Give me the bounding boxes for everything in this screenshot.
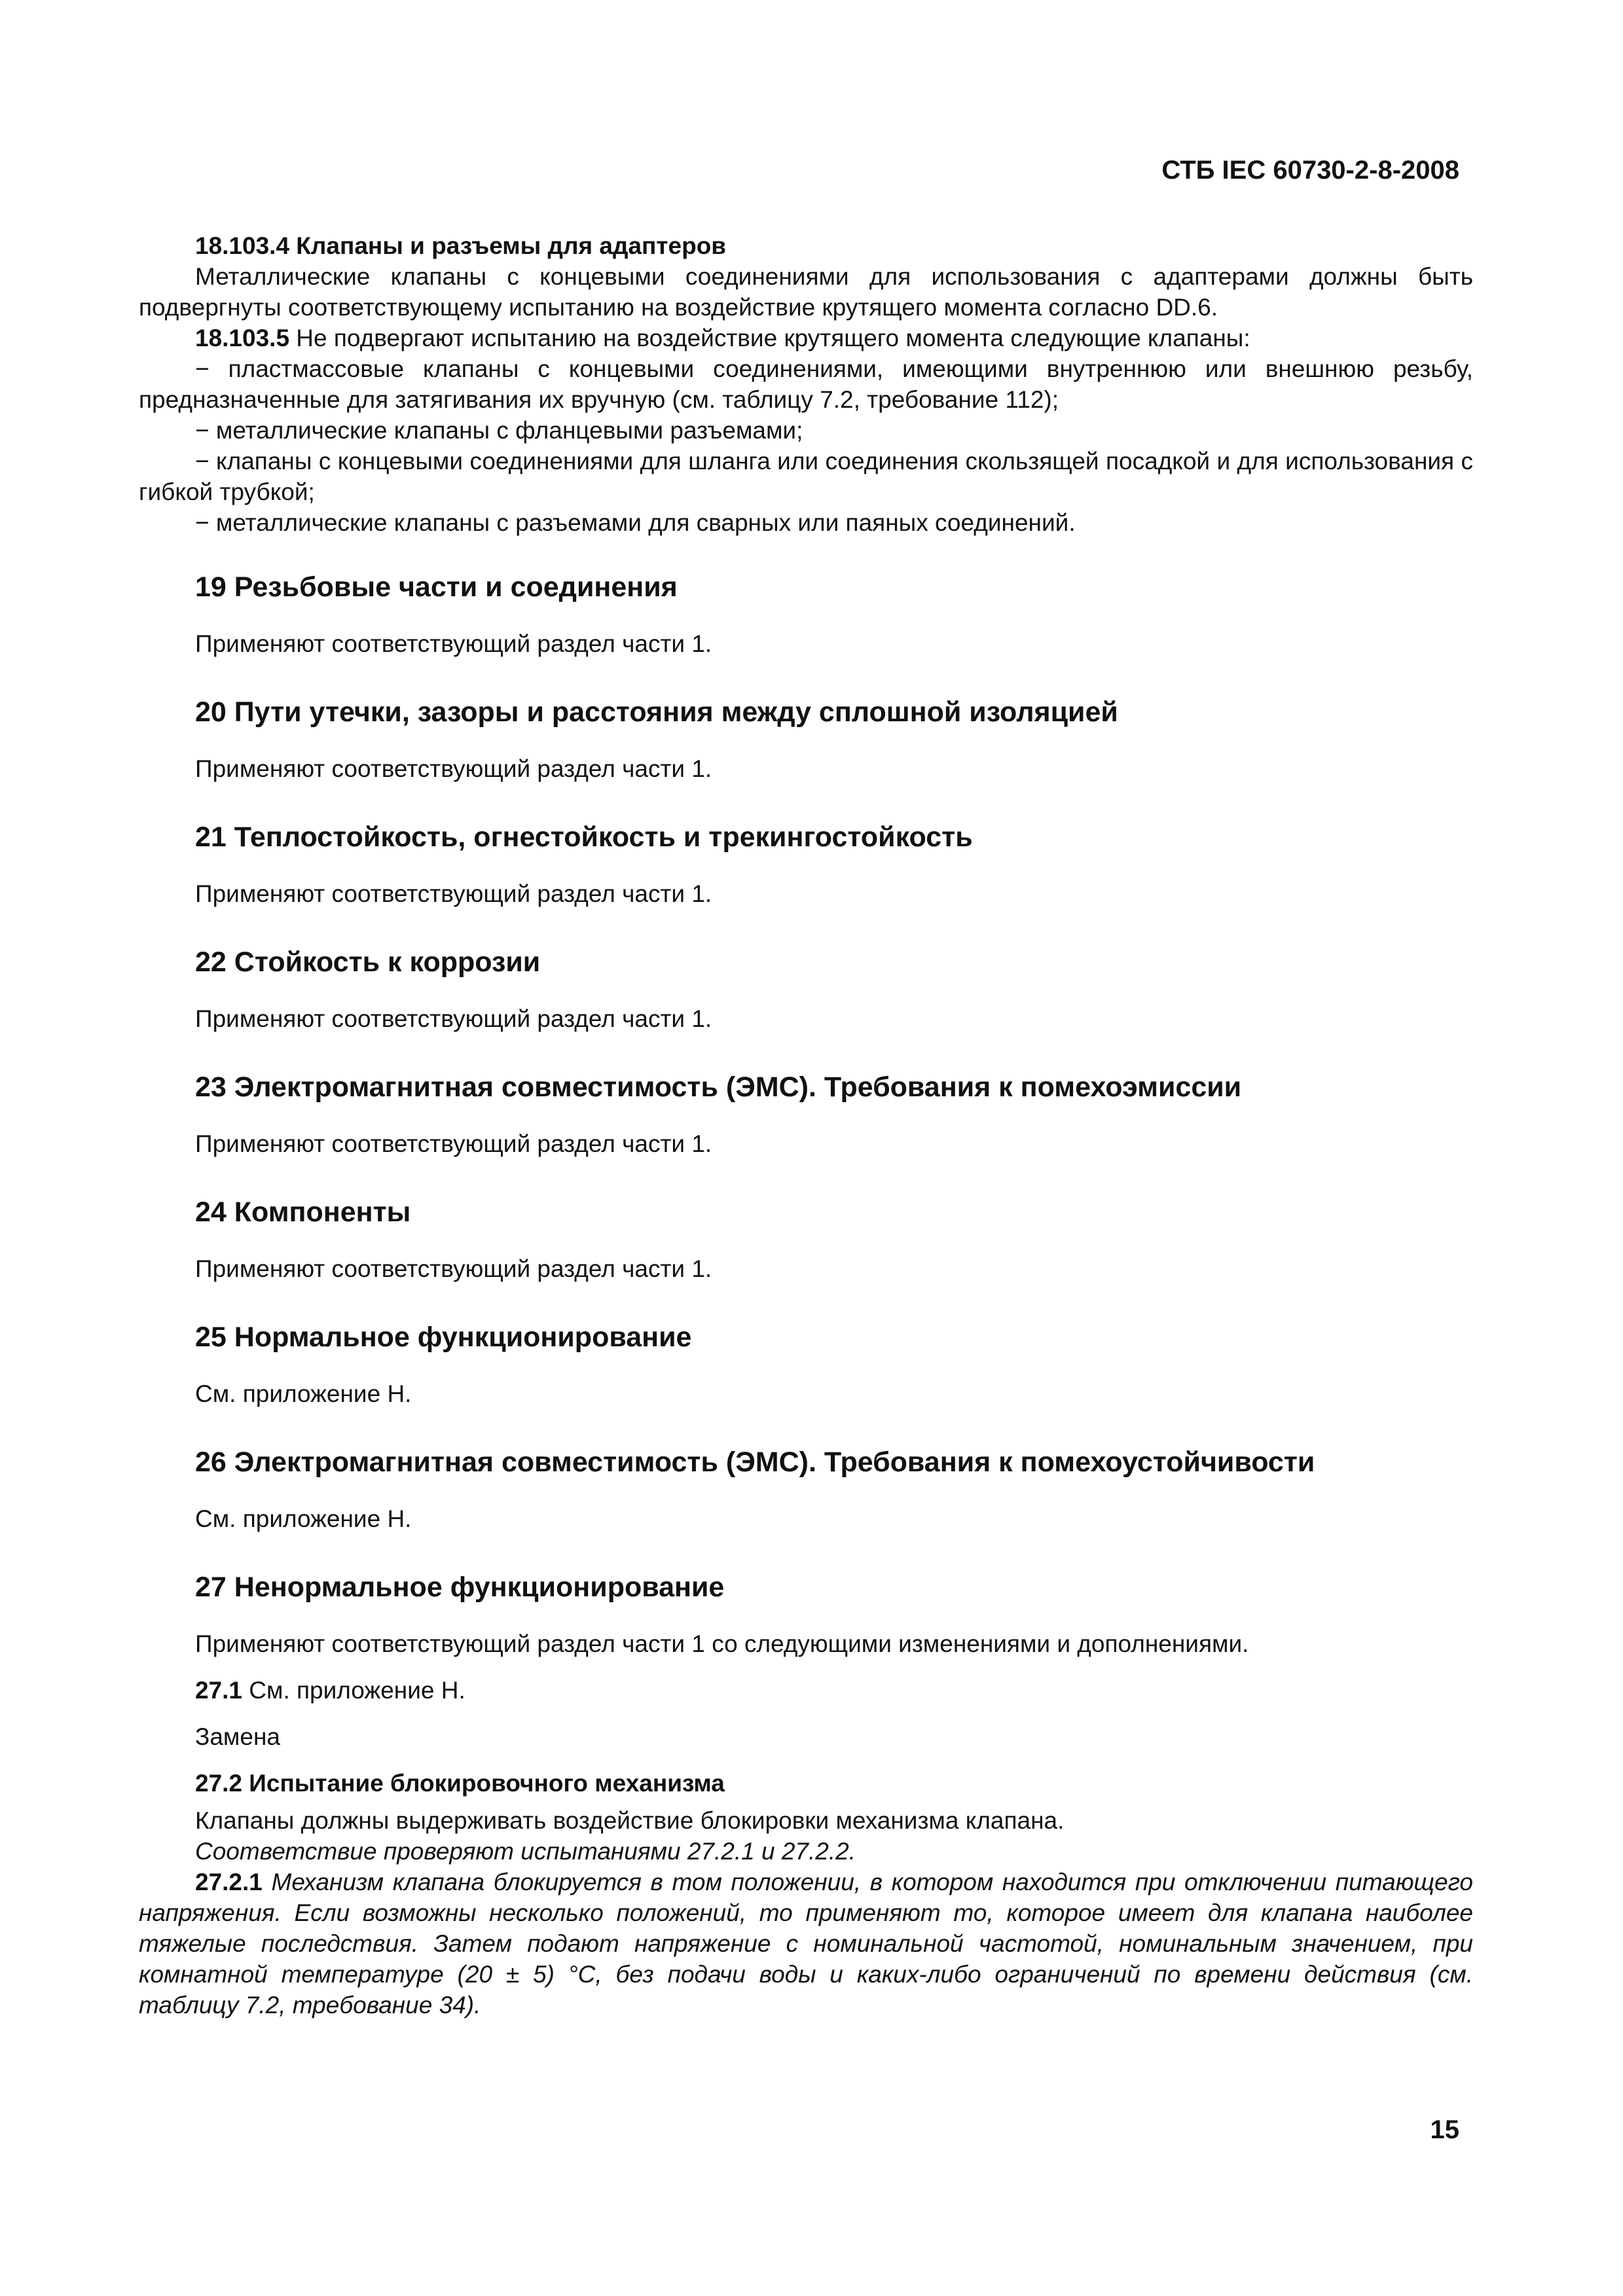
section-19-text: Применяют соответствующий раздел части 1. [195,630,712,657]
clause-number: 18.103.5 [195,325,290,351]
clause-27-2-text: Клапаны должны выдерживать воздействие блокировки механизма клапана. [195,1807,1065,1834]
list-item-hose-valves: − клапаны с концевыми соединениями для шланга или соединения скользящей посадкой и для использования с гибкой трубкой; [139,448,1473,505]
clause-text: Не подвергают испытанию на воздействие крутящего момента следующие клапаны: [289,325,1250,351]
clause-18-103-5 [139,323,1473,353]
clause-18-103-4-title: 18.103.4 Клапаны и разъемы для адаптеров [195,232,727,259]
standard-code-header: СТБ IEC 60730-2-8-2008 [1161,156,1459,185]
section-25-text: См. приложение Н. [195,1380,412,1407]
section-24-title: 24 Компоненты [195,1196,411,1228]
clause-number: 27.1 [195,1677,243,1704]
section-27-text: Применяют соответствующий раздел части 1 со следующими изменениями и дополнениями. [195,1630,1249,1657]
page-number: 15 [1430,2115,1459,2144]
clause-text: См. приложение Н. [242,1677,465,1704]
section-19-title: 19 Резьбовые части и соединения [195,571,678,603]
section-27-title: 27 Ненормальное функционирование [195,1571,725,1603]
clause-18-103-4-text: Металлические клапаны с концевыми соединениями для использования с адаптерами должны быть подвергнуты соответствующему испытанию на воздействие крутящего момента согласно DD.6. [139,263,1473,321]
section-23-title: 23 Электромагнитная совместимость (ЭМС). Требования к помехоэмиссии [195,1071,1242,1103]
clause-text: Механизм клапана блокируется в том положении, в котором находится при отключении питающего напряжения. Если возможны несколько положений, то применяют то, которое имеет для клапана наиболее тяжелые последствия. Затем подают напряжение с номинальной частотой, номинальным значением, при комнатной температуре (20 ± 5) °С, без подачи воды и каких-либо ограничений по времени действия (см. таблицу 7.2, требование 34). [139,1869,1473,2018]
clause-number: 27.2.1 [195,1869,263,1895]
clause-27-1 [139,1675,1473,1706]
replacement-label: Замена [195,1723,280,1750]
clause-27-2-title: 27.2 Испытание блокировочного механизма [195,1770,725,1797]
section-21-title: 21 Теплостойкость, огнестойкость и трекингостойкость [195,821,973,853]
section-20-title: 20 Пути утечки, зазоры и расстояния между сплошной изоляцией [195,696,1118,728]
section-24-text: Применяют соответствующий раздел части 1. [195,1255,712,1282]
clause-27-2-compliance: Соответствие проверяют испытаниями 27.2.1 и 27.2.2. [195,1838,856,1865]
section-23-text: Применяют соответствующий раздел части 1. [195,1130,712,1157]
document-body [139,230,1473,2020]
list-item-welded-valves: − металлические клапаны с разъемами для сварных или паяных соединений. [195,509,1076,536]
section-26-title: 26 Электромагнитная совместимость (ЭМС). Требования к помехоустойчивости [195,1446,1315,1478]
section-26-text: См. приложение Н. [195,1505,412,1532]
section-25-title: 25 Нормальное функционирование [195,1321,692,1353]
section-22-text: Применяют соответствующий раздел части 1. [195,1005,712,1032]
section-21-text: Применяют соответствующий раздел части 1. [195,880,712,907]
section-22-title: 22 Стойкость к коррозии [195,946,541,978]
section-20-text: Применяют соответствующий раздел части 1. [195,755,712,782]
clause-27-2-1 [139,1867,1473,2020]
list-item-plastic-valves: − пластмассовые клапаны с концевыми соединениями, имеющими внутреннюю или внешнюю резьбу, предназначенные для затягивания их вручную (см. таблицу 7.2, требование 112); [139,355,1473,413]
list-item-flange-valves: − металлические клапаны с фланцевыми разъемами; [195,417,803,444]
